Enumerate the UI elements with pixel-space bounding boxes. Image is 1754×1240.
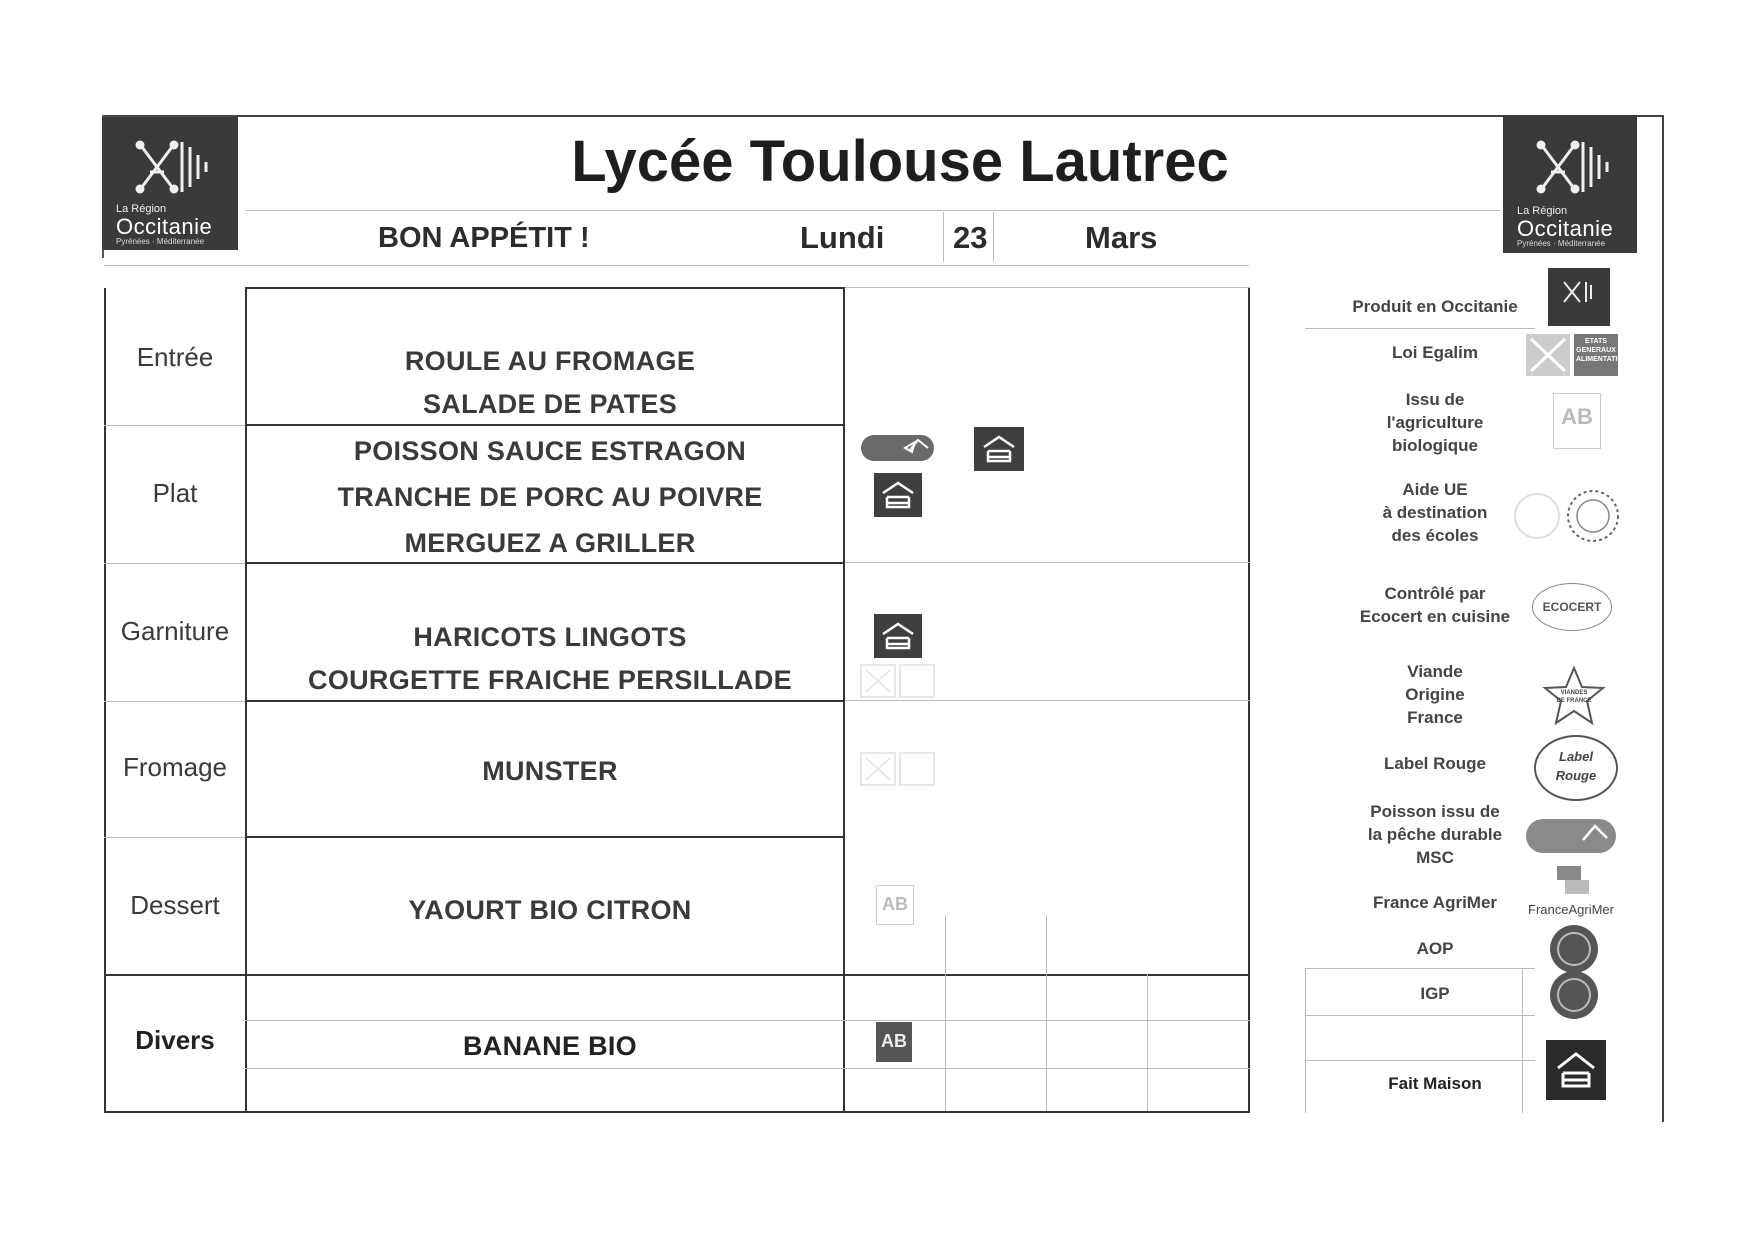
row-line-2-left: [104, 563, 245, 564]
fait-maison-icon: [974, 427, 1024, 471]
legend-col-left: [1305, 968, 1306, 1113]
date-divider-1: [943, 212, 944, 262]
egalim-icon: [860, 664, 936, 698]
dish-entree-2: SALADE DE PATES: [422, 389, 678, 419]
grid-top: [245, 287, 845, 289]
legend-divider-2: [1305, 1015, 1535, 1016]
row-line-1: [245, 424, 845, 426]
occitanie-logo-right: [1503, 115, 1637, 253]
aop-seal-icon: [1548, 923, 1600, 975]
dish-dessert-1: YAOURT BIO CITRON: [408, 895, 692, 925]
logo-line2: Occitanie: [116, 214, 213, 239]
legend-ue-line3: des écoles: [1391, 526, 1479, 545]
dish-garniture-2: COURGETTE FRAICHE PERSILLADE: [308, 665, 792, 695]
legend-msc: [1325, 800, 1545, 869]
legend-ue-line1: Aide UE: [1402, 480, 1468, 499]
ab-bio-icon: [876, 885, 914, 925]
legend-ecocert-line2: Ecocert en cuisine: [1359, 607, 1511, 626]
ab-label: AB: [882, 894, 908, 914]
legend-viande-line1: Viande: [1407, 662, 1463, 681]
category-dessert: Dessert: [130, 890, 220, 920]
grid-top-right: [845, 287, 1250, 288]
day-name: Lundi: [800, 220, 885, 255]
egalim-legend-icon: [1525, 333, 1628, 377]
date-divider-2: [993, 212, 994, 262]
legend-msc-line1: Poisson issu de: [1370, 802, 1500, 821]
fait-maison-icon: [874, 473, 922, 517]
header-divider: [245, 210, 1500, 211]
legend-divider-3: [1305, 1060, 1535, 1061]
legend-viande-line3: France: [1407, 708, 1463, 727]
legend-ecocert-line1: Contrôlé par: [1384, 584, 1486, 603]
msc-legend-icon: [1525, 818, 1617, 854]
legend-msc-line2: la pêche durable: [1367, 825, 1503, 844]
dish-plat-3: MERGUEZ A GRILLER: [404, 528, 696, 558]
igp-seal-icon: [1548, 969, 1600, 1021]
label-rouge-text: Label Rouge: [1555, 749, 1597, 783]
category-garniture: Garniture: [120, 616, 230, 646]
egalim-icon: [860, 752, 936, 786]
category-entree: Entrée: [136, 342, 214, 372]
ecocert-label: ECOCERT: [1542, 600, 1602, 614]
row-line-3: [245, 700, 845, 702]
dish-garniture-1: HARICOTS LINGOTS: [413, 622, 687, 652]
occitanie-mini-logo: [1548, 268, 1610, 326]
logo-line3: Pyrénées · Méditerranée: [116, 237, 205, 246]
row-line-1-left: [104, 425, 245, 426]
fait-maison-icon: [874, 614, 922, 658]
legend-egalim: Loi Egalim: [1392, 343, 1478, 362]
dish-plat-1: POISSON SAUCE ESTRAGON: [353, 436, 747, 466]
divers-col-b: [1046, 915, 1047, 1111]
agrimer-icon: [1525, 862, 1617, 922]
ecocert-icon: [1532, 583, 1612, 631]
fait-maison-legend-icon: [1546, 1040, 1606, 1100]
legend-msc-line3: MSC: [1416, 848, 1454, 867]
msc-fish-icon: [860, 434, 935, 462]
legend-ue: [1325, 478, 1545, 547]
egalim-label: ETATS GENERAUX ALIMENTATION: [1576, 338, 1628, 363]
legend-bio-line3: biologique: [1392, 436, 1478, 455]
agrimer-shape-icon: [1525, 862, 1617, 902]
divers-col-a: [945, 915, 946, 1111]
legend-bio-line2: l'agriculture: [1386, 413, 1484, 432]
legend-divider-1: [1305, 968, 1535, 969]
cross-icon: [1548, 268, 1610, 326]
legend-label-rouge: Label Rouge: [1383, 754, 1486, 773]
page-title: Lycée Toulouse Lautrec: [571, 129, 1229, 194]
legend-bio: [1325, 388, 1545, 457]
dish-entree-1: ROULE AU FROMAGE: [404, 346, 696, 376]
legend-aop: AOP: [1416, 939, 1454, 958]
legend-viande-line2: Origine: [1405, 685, 1465, 704]
viandes-label: VIANDES DE FRANCE: [1556, 690, 1592, 704]
legend-bio-line1: Issu de: [1405, 390, 1465, 409]
ab-label: AB: [881, 1031, 907, 1051]
logo-line1: La Région: [116, 203, 167, 215]
logo-line1: La Région: [1517, 205, 1568, 217]
legend-occitanie: Produit en Occitanie: [1352, 297, 1518, 316]
row-line-4-left: [104, 837, 245, 838]
greeting: BON APPÉTIT !: [378, 222, 590, 254]
label-rouge-icon: [1534, 735, 1618, 801]
legend-divider-top: [1305, 328, 1535, 329]
row-line-5b: [245, 1020, 1250, 1021]
month: Mars: [1085, 220, 1158, 255]
category-plat: Plat: [152, 478, 198, 508]
row-line-5c: [245, 1068, 1250, 1069]
logo-line2: Occitanie: [1517, 216, 1614, 241]
header-bottom-line: [104, 265, 1249, 266]
dish-divers-1: BANANE BIO: [462, 1031, 637, 1061]
row-line-4: [245, 836, 845, 838]
row-line-3-right: [845, 700, 1250, 701]
dish-fromage-1: MUNSTER: [482, 756, 618, 786]
viande-france-icon: [1542, 665, 1606, 727]
row-line-3-left: [104, 701, 245, 702]
legend-agrimer: France AgriMer: [1372, 893, 1498, 912]
ab-bio-legend-icon: [1553, 393, 1601, 449]
day-number: 23: [953, 220, 988, 255]
legend-viande: [1325, 660, 1545, 729]
ab-bio-icon: [876, 1022, 912, 1062]
ue-schools-icon: [1513, 482, 1625, 548]
dish-plat-2: TRANCHE DE PORC AU POIVRE: [337, 482, 763, 512]
divers-col-c: [1147, 974, 1148, 1111]
legend-ecocert: [1325, 582, 1545, 628]
row-line-5: [104, 974, 1250, 976]
ab-label: AB: [1561, 404, 1593, 429]
category-fromage: Fromage: [122, 752, 228, 782]
legend-fait-maison: Fait Maison: [1388, 1074, 1482, 1093]
row-line-2: [245, 562, 845, 564]
category-divers: Divers: [135, 1025, 215, 1055]
occitanie-logo-left: [102, 117, 238, 250]
grid-bottom: [104, 1111, 1250, 1113]
agrimer-label: FranceAgriMer: [1528, 902, 1614, 917]
legend-igp: IGP: [1420, 984, 1450, 1003]
legend-ue-line2: à destination: [1382, 503, 1488, 522]
row-line-2-right: [845, 562, 1250, 563]
logo-line3: Pyrénées · Méditerranée: [1517, 239, 1606, 248]
